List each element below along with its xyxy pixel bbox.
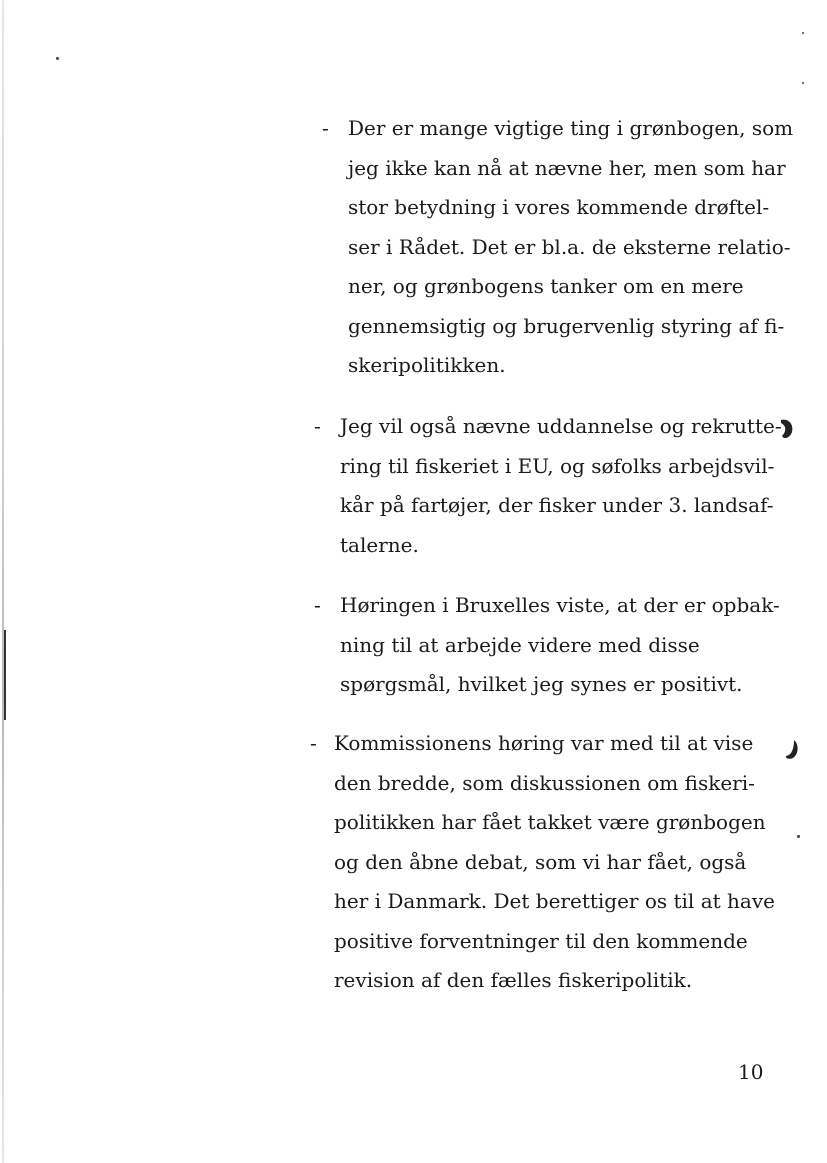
text-line: her i Danmark. Det berettiger os til at have — [334, 889, 775, 913]
text-line: gennemsigtig og brugervenlig styring af fi- — [348, 313, 785, 338]
bullet-item — [322, 109, 793, 386]
text-line: Der er mange vigtige ting i grønbogen, som — [348, 116, 794, 140]
text-line: positive forventninger til den kommende — [334, 928, 748, 953]
bullet-dash: - — [322, 116, 329, 140]
text-line: spørgsmål, hvilket jeg synes er positivt. — [340, 672, 743, 696]
text-line: skeripolitikken. — [348, 353, 506, 377]
text-line: ser i Rådet. Det er bl.a. de eksterne relatio- — [348, 234, 791, 259]
text-line: den bredde, som diskussionen om fiskeri- — [334, 770, 755, 795]
bullet-text — [348, 109, 793, 386]
bullet-item — [310, 724, 775, 1001]
text-line: ring til fiskeriet i EU, og søfolks arbejdsvil- — [340, 453, 775, 478]
bullet-text — [334, 724, 775, 1001]
text-line: Høringen i Bruxelles viste, at der er opbak- — [340, 593, 780, 617]
punch-mark — [784, 738, 800, 760]
text-line: stor betydning i vores kommende drøftel- — [348, 195, 770, 219]
scan-edge-mark — [4, 630, 6, 720]
scan-speck — [56, 57, 59, 60]
text-line: jeg ikke kan nå at nævne her, men som har — [348, 155, 786, 180]
text-line: politikken har fået takket være grønbogen — [334, 810, 766, 834]
text-line: revision af den fælles fiskeripolitik. — [334, 968, 693, 992]
text-line: ner, og grønbogens tanker om en mere — [348, 274, 744, 298]
scan-edge — [2, 0, 4, 1163]
bullet-dash: - — [310, 731, 317, 755]
text-line: kår på fartøjer, der fisker under 3. landsaf- — [340, 493, 774, 517]
bullet-text — [340, 407, 782, 565]
scan-speck — [802, 32, 804, 34]
text-line: Jeg vil også nævne uddannelse og rekrutte- — [340, 414, 782, 438]
bullet-text — [340, 586, 780, 705]
bullet-item — [314, 407, 782, 565]
text-line: ning til at arbejde videre med disse — [340, 632, 700, 657]
bullet-dash: - — [314, 593, 321, 617]
scan-speck — [797, 835, 800, 838]
bullet-dash: - — [314, 414, 321, 438]
page-number: 10 — [738, 1060, 764, 1084]
text-line: talerne. — [340, 532, 419, 557]
bullet-item — [314, 586, 780, 705]
text-line: Kommissionens høring var med til at vise — [334, 731, 754, 755]
scan-speck — [802, 82, 804, 84]
text-line: og den åbne debat, som vi har fået, også — [334, 849, 747, 874]
